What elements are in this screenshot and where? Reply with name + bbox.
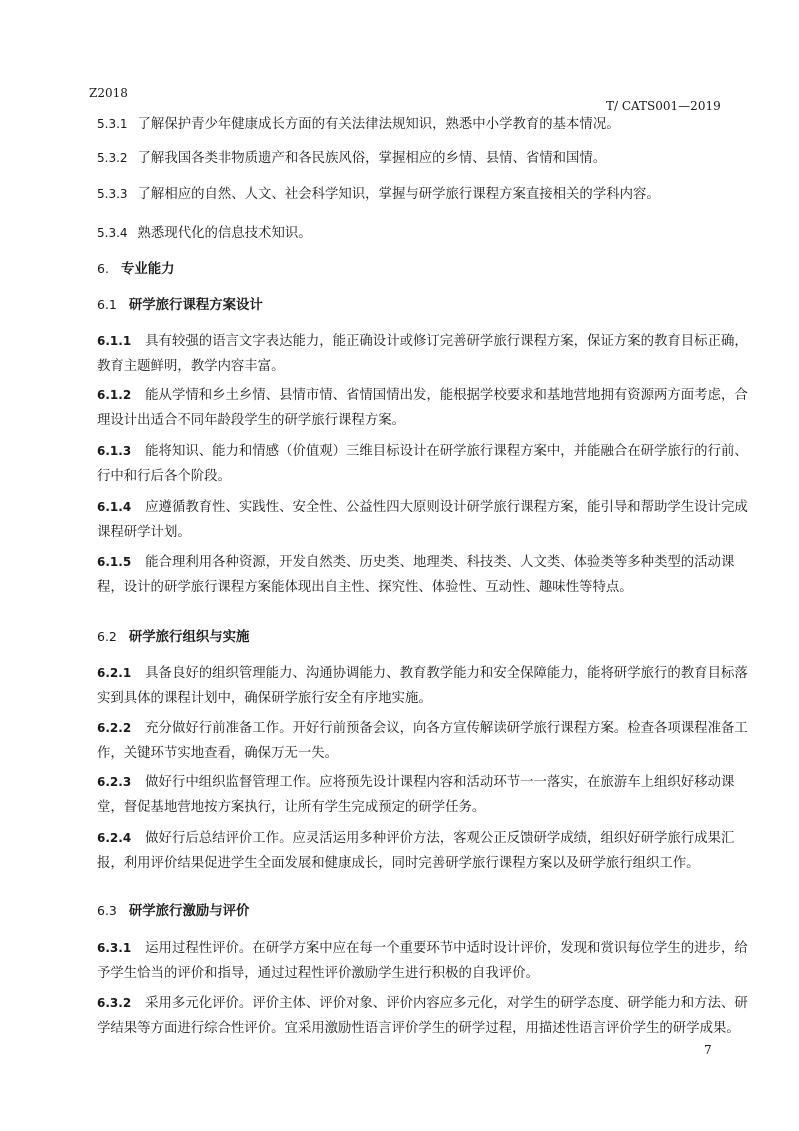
clause-number: 6.1.4 <box>97 500 132 514</box>
clause-text: 能将知识、能力和情感（价值观）三维目标设计在研学旅行课程方案中，并能融合在研学旅行的行前、行中和行后各个阶段。 <box>97 444 748 484</box>
section-title: 研学旅行组织与实施 <box>128 629 250 645</box>
clause-6-3-1 <box>97 936 757 986</box>
clause-6-1-3 <box>97 439 757 489</box>
clause-text: 做好行中组织监督管理工作。应将预先设计课程内容和活动环节一一落实，在旅游车上组织好移动课堂，督促基地营地按方案执行，让所有学生完成预定的研学任务。 <box>97 775 735 815</box>
section-heading-6-1 <box>97 292 757 318</box>
clause-text: 熟悉现代化的信息技术知识。 <box>137 226 312 241</box>
clause-5-3-2 <box>97 146 757 171</box>
clause-6-3-2 <box>97 991 757 1041</box>
header-right: T/ CATS001—2019 <box>606 99 721 113</box>
clause-text: 应遵循教育性、实践性、安全性、公益性四大原则设计研学旅行课程方案，能引导和帮助学生设计完成课程研学计划。 <box>97 500 748 540</box>
clause-text: 了解我国各类非物质遗产和各民族风俗，掌握相应的乡情、县情、省情和国情。 <box>137 151 607 166</box>
clause-6-2-1 <box>97 661 757 711</box>
clause-5-3-1 <box>97 112 757 137</box>
clause-text: 采用多元化评价。评价主体、评价对象、评价内容应多元化，对学生的研学态度、研学能力和方法、研学结果等方面进行综合性评价。宜采用激励性语言评价学生的研学过程，用描述性语言评价学生的研学成果。 <box>97 996 748 1036</box>
clause-text: 具备良好的组织管理能力、沟通协调能力、教育教学能力和安全保障能力，能将研学旅行的教育目标落实到具体的课程计划中，确保研学旅行安全有序地实施。 <box>97 666 748 706</box>
clause-5-3-3 <box>97 182 757 207</box>
clause-number: 5.3.4 <box>97 226 128 240</box>
clause-text: 了解保护青少年健康成长方面的有关法律法规知识，熟悉中小学教育的基本情况。 <box>137 117 620 132</box>
clause-6-2-4 <box>97 826 757 876</box>
header-left: Z2018 <box>89 86 128 100</box>
clause-number: 6.2.1 <box>97 666 132 680</box>
section-number: 6.1 <box>97 297 117 312</box>
clause-text: 充分做好行前准备工作。开好行前预备会议，向各方宣传解读研学旅行课程方案。检查各项课程准备工作，关键环节实地查看，确保万无一失。 <box>97 721 748 761</box>
section-title: 研学旅行课程方案设计 <box>128 297 263 313</box>
section-heading-6 <box>97 256 757 282</box>
clause-6-1-2 <box>97 383 757 433</box>
clause-number: 6.3.2 <box>97 996 132 1010</box>
section-heading-6-3 <box>97 898 757 924</box>
clause-text: 能从学情和乡土乡情、县情市情、省情国情出发，能根据学校要求和基地营地拥有资源两方面考虑，合理设计出适合不同年龄段学生的研学旅行课程方案。 <box>97 388 748 428</box>
page-number: 7 <box>704 1043 712 1057</box>
clause-number: 6.2.4 <box>97 831 132 845</box>
clause-text: 具有较强的语言文字表达能力，能正确设计或修订完善研学旅行课程方案，保证方案的教育目标正确，教育主题鲜明，教学内容丰富。 <box>97 334 748 374</box>
section-title: 研学旅行激励与评价 <box>128 903 250 919</box>
clause-text: 做好行后总结评价工作。应灵活运用多种评价方法，客观公正反馈研学成绩，组织好研学旅行成果汇报，利用评价结果促进学生全面发展和健康成长，同时完善研学旅行课程方案以及研学旅行组织工作。 <box>97 831 735 871</box>
clause-5-3-4 <box>97 221 757 246</box>
section-number: 6. <box>97 261 109 276</box>
clause-text: 能合理利用各种资源，开发自然类、历史类、地理类、科技类、人文类、体验类等多种类型的活动课程，设计的研学旅行课程方案能体现出自主性、探究性、体验性、互动性、趣味性等特点。 <box>97 555 735 595</box>
section-number: 6.3 <box>97 903 117 918</box>
clause-6-1-1 <box>97 329 757 379</box>
clause-6-1-5 <box>97 550 757 600</box>
clause-number: 6.1.5 <box>97 555 132 569</box>
clause-number: 6.2.2 <box>97 721 132 735</box>
clause-number: 6.1.3 <box>97 444 132 458</box>
clause-6-2-2 <box>97 716 757 766</box>
clause-6-1-4 <box>97 495 757 545</box>
clause-number: 6.3.1 <box>97 941 132 955</box>
clause-text: 运用过程性评价。在研学方案中应在每一个重要环节中适时设计评价，发现和赏识每位学生的进步，给予学生恰当的评价和指导，通过过程性评价激励学生进行积极的自我评价。 <box>97 941 748 981</box>
section-heading-6-2 <box>97 624 757 650</box>
clause-number: 5.3.1 <box>97 117 128 131</box>
clause-number: 5.3.3 <box>97 187 128 201</box>
clause-number: 6.1.1 <box>97 334 132 348</box>
clause-number: 6.2.3 <box>97 775 132 789</box>
clause-number: 5.3.2 <box>97 151 128 165</box>
clause-6-2-3 <box>97 770 757 820</box>
section-title: 专业能力 <box>120 261 175 277</box>
clause-text: 了解相应的自然、人文、社会科学知识，掌握与研学旅行课程方案直接相关的学科内容。 <box>137 187 660 202</box>
clause-number: 6.1.2 <box>97 388 132 402</box>
section-number: 6.2 <box>97 629 117 644</box>
